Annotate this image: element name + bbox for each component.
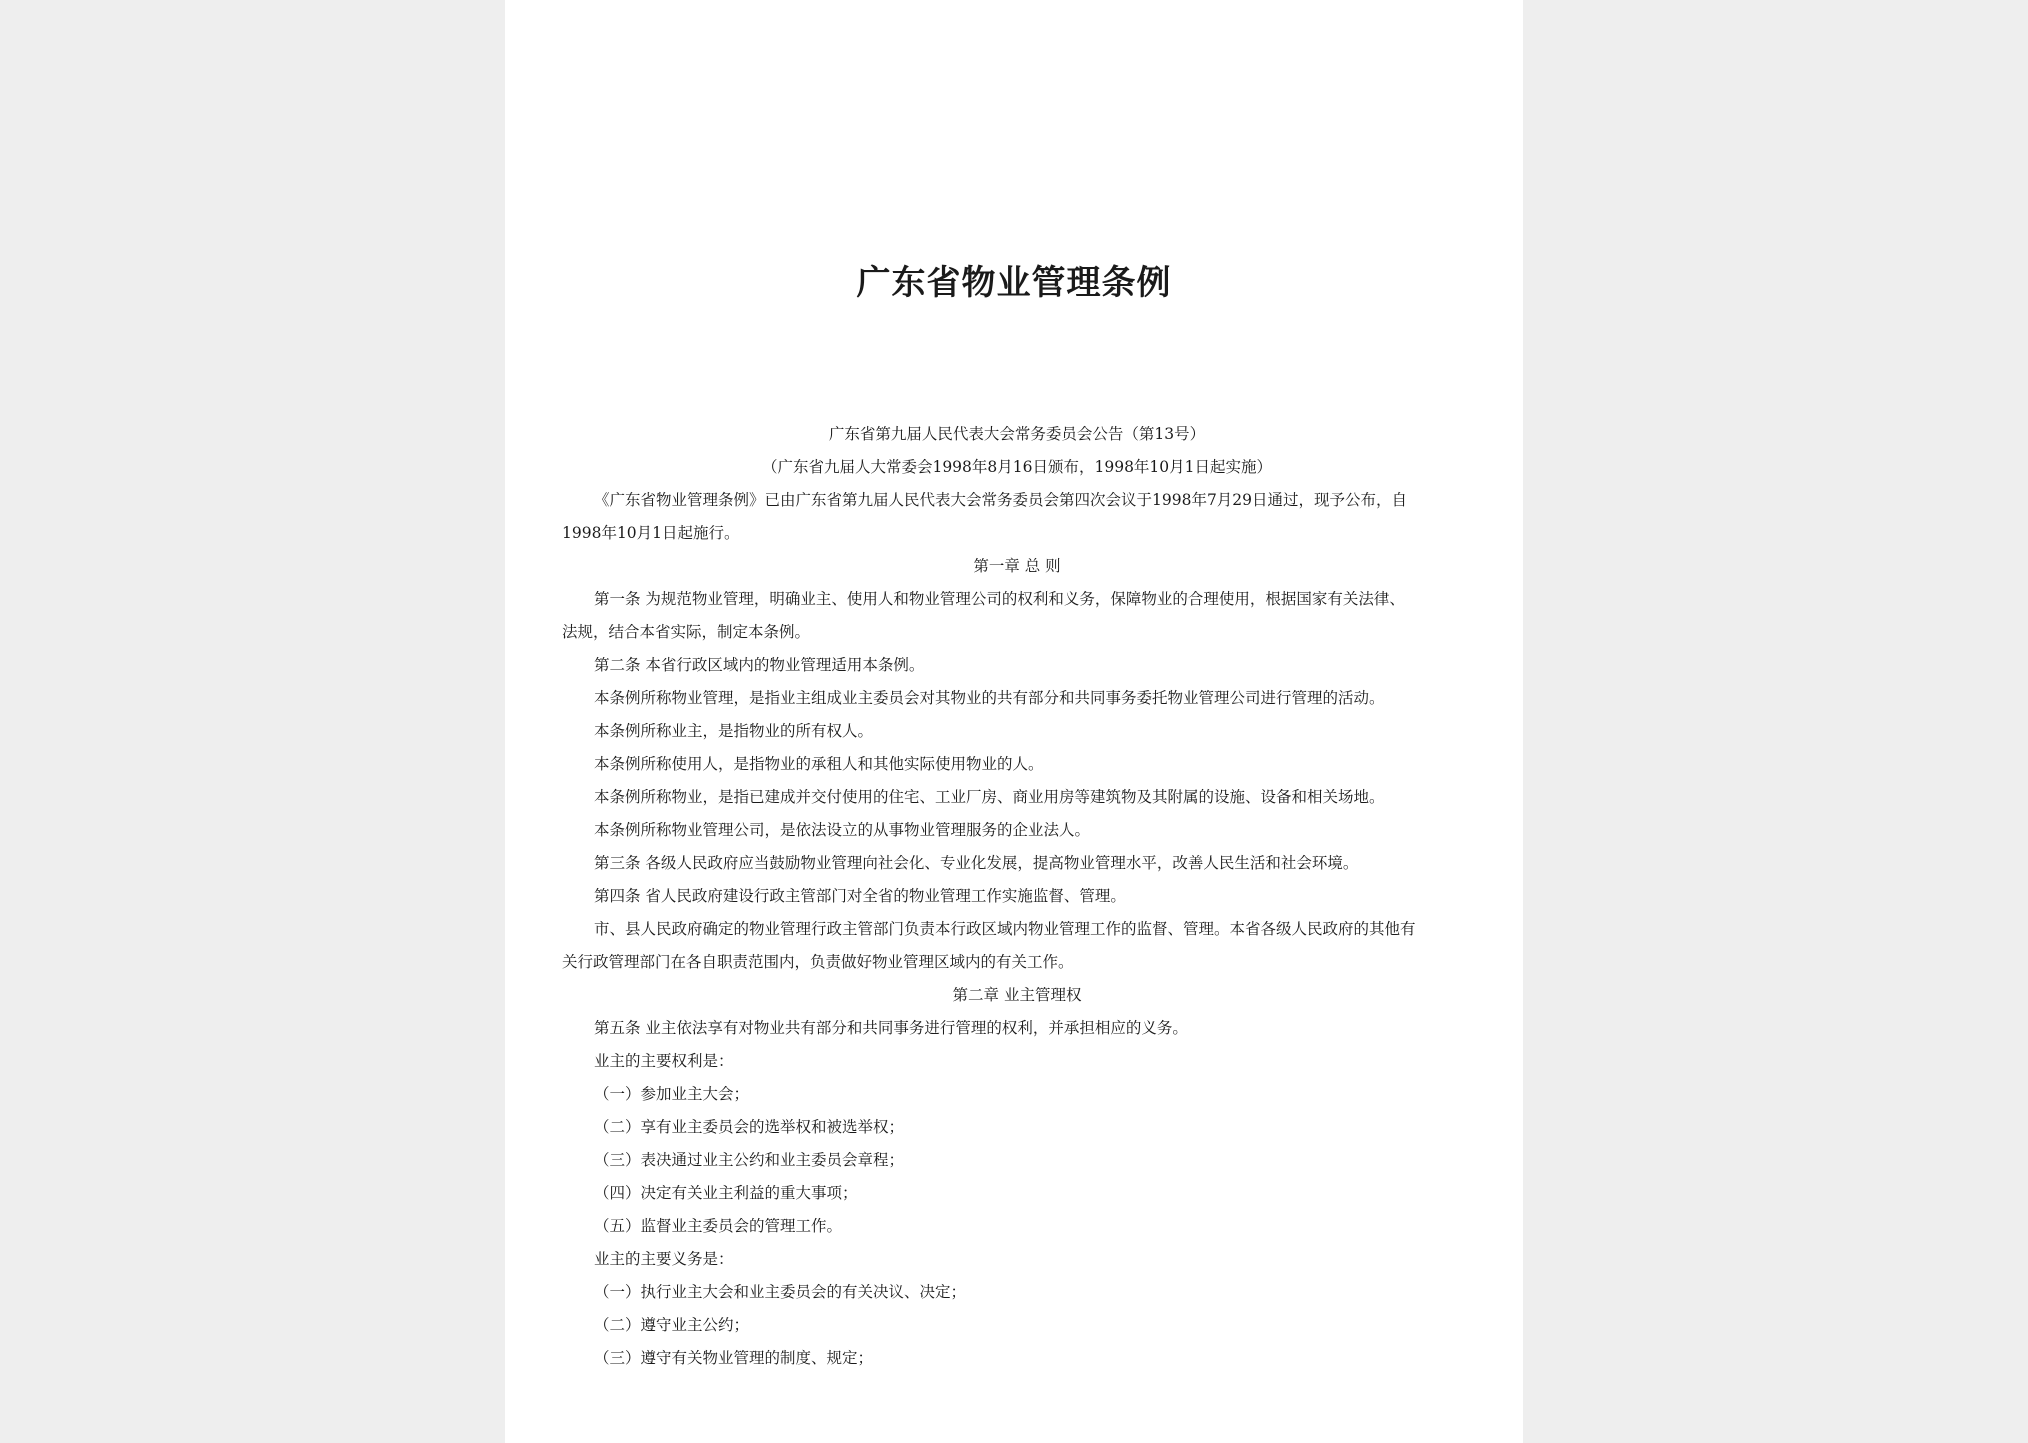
document-body [562,418,1472,1375]
paragraph-line: 第二条 本省行政区域内的物业管理适用本条例。 [594,656,925,674]
paragraph-line: 第四条 省人民政府建设行政主管部门对全省的物业管理工作实施监督、管理。 [594,887,1126,905]
paragraph-line: 市、县人民政府确定的物业管理行政主管部门负责本行政区域内物业管理工作的监督、管理。本省各级人民政府的其他有 [594,920,1416,938]
paragraph-line: 法规，结合本省实际，制定本条例。 [562,623,811,641]
section-heading: 广东省第九届人民代表大会常务委员会公告（第13号） [828,425,1206,443]
paragraph-line: 本条例所称物业管理公司，是依法设立的从事物业管理服务的企业法人。 [594,821,1091,839]
section-heading: （广东省九届人大常委会1998年8月16日颁布，1998年10月1日起实施） [761,458,1273,476]
paragraph-line: 本条例所称物业，是指已建成并交付使用的住宅、工业厂房、商业用房等建筑物及其附属的设施、设备和相关场地。 [594,788,1385,806]
paragraph-line: （一）参加业主大会； [594,1085,750,1103]
paragraph-line: 业主的主要权利是： [594,1052,734,1070]
paragraph-line: 1998年10月1日起施行。 [562,524,740,542]
paragraph-line: 本条例所称使用人，是指物业的承租人和其他实际使用物业的人。 [594,755,1044,773]
paragraph-line: 第五条 业主依法享有对物业共有部分和共同事务进行管理的权利，并承担相应的义务。 [594,1019,1188,1037]
paragraph-line: 本条例所称物业管理，是指业主组成业主委员会对其物业的共有部分和共同事务委托物业管理公司进行管理的活动。 [594,689,1385,707]
paragraph-line: （三）表决通过业主公约和业主委员会章程； [594,1151,905,1169]
document-title: 广东省物业管理条例 [856,263,1172,303]
paragraph-line: 关行政管理部门在各自职责范围内，负责做好物业管理区域内的有关工作。 [562,953,1074,971]
paragraph-line: （四）决定有关业主利益的重大事项； [594,1184,858,1202]
paragraph-line: 本条例所称业主，是指物业的所有权人。 [594,722,874,740]
paragraph-line: （一）执行业主大会和业主委员会的有关决议、决定； [594,1283,967,1301]
section-heading: 第二章 业主管理权 [952,986,1082,1004]
paragraph-line: （二）遵守业主公约； [594,1316,750,1334]
paragraph-line: 《广东省物业管理条例》已由广东省第九届人民代表大会常务委员会第四次会议于1998年7月29日通过，现予公布，自 [594,491,1408,509]
paragraph-line: （五）监督业主委员会的管理工作。 [594,1217,843,1235]
document-page [505,0,1523,1443]
paragraph-line: 第三条 各级人民政府应当鼓励物业管理向社会化、专业化发展，提高物业管理水平，改善人民生活和社会环境。 [594,854,1359,872]
paragraph-line: 业主的主要义务是： [594,1250,734,1268]
paragraph-line: （三）遵守有关物业管理的制度、规定； [594,1349,874,1367]
section-heading: 第一章 总 则 [973,557,1061,575]
paragraph-line: 第一条 为规范物业管理，明确业主、使用人和物业管理公司的权利和义务，保障物业的合理使用，根据国家有关法律、 [594,590,1405,608]
paragraph-line: （二）享有业主委员会的选举权和被选举权； [594,1118,905,1136]
